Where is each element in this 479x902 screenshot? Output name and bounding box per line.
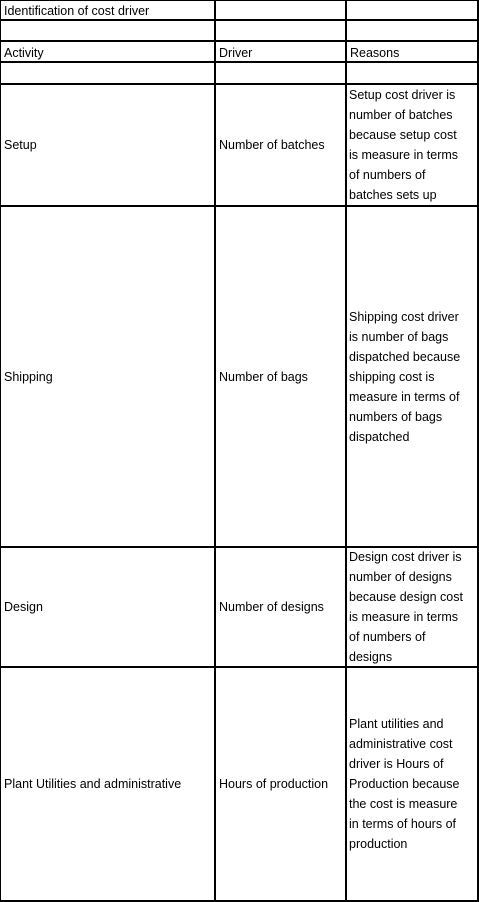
empty-cell[interactable] <box>347 21 479 42</box>
empty-cell[interactable] <box>216 21 347 42</box>
driver-text: Number of bags <box>219 369 308 384</box>
driver-cell[interactable] <box>216 85 347 207</box>
empty-cell[interactable] <box>216 0 347 21</box>
driver-cell[interactable] <box>216 668 347 902</box>
activity-text: Design <box>4 600 43 614</box>
empty-cell[interactable] <box>347 0 479 21</box>
activity-text: Plant Utilities and administrative <box>4 777 182 791</box>
reason-text: Plant utilities and administrative cost driver is Hours of Production because the cost is measure in terms of hours of production <box>349 717 460 851</box>
empty-cell[interactable] <box>0 63 216 85</box>
driver-text: Number of batches <box>219 138 325 152</box>
reason-text: Design cost driver is number of designs because design cost is measure in terms of numbers of designs <box>349 550 463 664</box>
header-reasons[interactable] <box>347 42 479 63</box>
reason-cell[interactable] <box>347 207 479 548</box>
title-cell[interactable] <box>0 0 216 21</box>
sheet-title: Identification of cost driver <box>4 4 150 18</box>
activity-cell[interactable] <box>0 548 216 668</box>
driver-text: Number of designs <box>219 600 324 614</box>
activity-cell[interactable] <box>0 207 216 548</box>
activity-cell[interactable] <box>0 668 216 902</box>
reason-text: Setup cost driver is number of batches because setup cost is measure in terms of numbers of batches sets up <box>349 88 459 202</box>
header-driver[interactable] <box>216 42 347 63</box>
reason-cell[interactable] <box>347 668 479 902</box>
reason-cell[interactable] <box>347 548 479 668</box>
empty-cell[interactable] <box>347 63 479 85</box>
activity-text: Setup <box>4 138 37 152</box>
driver-text: Hours of production <box>219 777 329 791</box>
reason-cell[interactable] <box>347 85 479 207</box>
reason-text: Shipping cost driver is number of bags dispatched because shipping cost is measure in terms of numbers of bags dispatched <box>349 309 461 444</box>
activity-text: Shipping <box>4 369 53 384</box>
header-reasons-label: Reasons <box>350 46 400 60</box>
header-activity-label: Activity <box>4 46 44 60</box>
driver-cell[interactable] <box>216 548 347 668</box>
empty-cell[interactable] <box>216 63 347 85</box>
header-driver-label: Driver <box>219 46 253 60</box>
empty-cell[interactable] <box>0 21 216 42</box>
header-activity[interactable] <box>0 42 216 63</box>
driver-cell[interactable] <box>216 207 347 548</box>
activity-cell[interactable] <box>0 85 216 207</box>
